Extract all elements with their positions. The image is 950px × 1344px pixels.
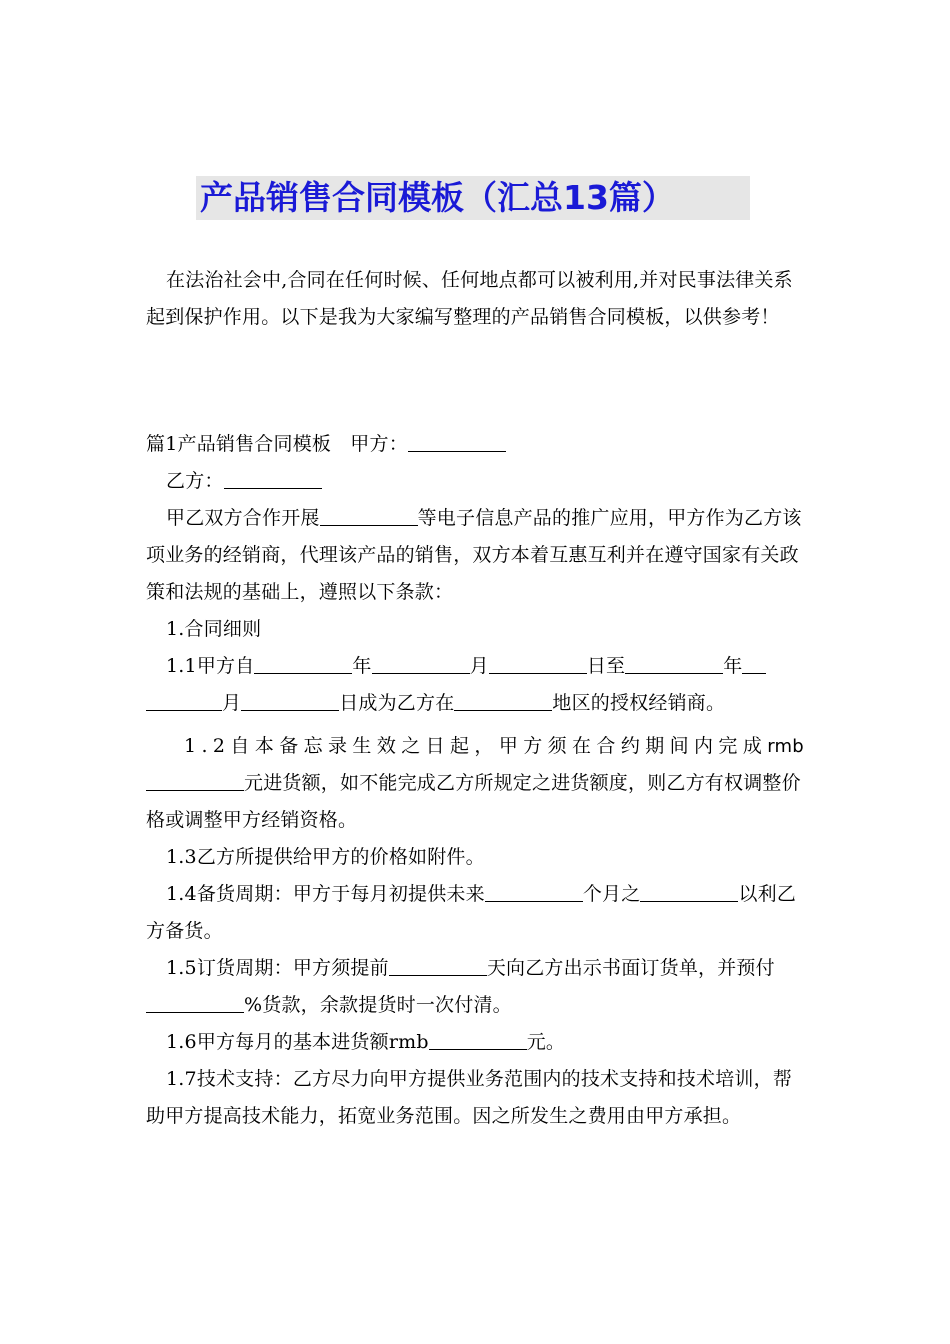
text-span: 元。: [526, 1031, 566, 1053]
text-span: 月: [469, 655, 489, 677]
blank-line: [254, 651, 352, 674]
party-b-line: [146, 463, 806, 500]
text-span: 等电子信息产品的推广应用，甲方作为乙方该项业务的经销商，代理该产品的销售，双方本着互惠互利并在遵守国家有关政策和法规的基础上，遵照以下条款：: [146, 507, 802, 603]
text-span: %货款，余款提货时一次付清。: [244, 994, 512, 1016]
clause-1-7: 1.7技术支持：乙方尽力向甲方提供业务范围内的技术支持和技术培训，帮助甲方提高技术能力，拓宽业务范围。因之所发生之费用由甲方承担。: [146, 1068, 793, 1127]
text-span: 日至: [586, 655, 626, 677]
text-span: 天向乙方出示书面订货单，并预付: [486, 957, 775, 979]
text-span: 地区的授权经销商。: [552, 692, 726, 714]
clause-1-6: [146, 1024, 806, 1061]
blank-line: [742, 651, 766, 674]
blank-line: [320, 503, 418, 526]
clause-1-2: [146, 728, 806, 839]
blank-line: [454, 688, 552, 711]
text-span: 甲乙双方合作开展: [166, 507, 320, 529]
party-a-label: 甲方：: [350, 433, 408, 455]
blank-line: [489, 651, 587, 674]
blank-line: [224, 466, 322, 489]
section-heading: 篇1产品销售合同模板: [146, 433, 332, 455]
blank-line: [146, 990, 244, 1013]
title-highlight: [196, 176, 750, 220]
blank-line: [146, 768, 244, 791]
blank-line: [640, 879, 738, 902]
blank-line: [241, 688, 339, 711]
blank-line: [372, 651, 470, 674]
blank-line: [389, 953, 487, 976]
clause-1-3: 1.3乙方所提供给甲方的价格如附件。: [166, 846, 485, 868]
clause-1-5: [146, 950, 806, 1024]
blank-line: [408, 429, 506, 452]
section-heading-line: [146, 426, 806, 463]
clause-1: 1.合同细则: [166, 618, 262, 640]
party-b-label: 乙方：: [166, 470, 224, 492]
text-span: 1.6甲方每月的基本进货额rmb: [166, 1031, 429, 1053]
text-span: 月: [222, 692, 242, 714]
clause-1-4: [146, 876, 806, 950]
text-span: 1.5订货周期：甲方须提前: [166, 957, 389, 979]
intro-paragraph: 在法治社会中,合同在任何时候、任何地点都可以被利用,并对民事法律关系起到保护作用。以下是我为大家编写整理的产品销售合同模板，以供参考！: [146, 269, 793, 328]
paragraph-intro-terms: [146, 500, 806, 611]
text-span: 以利乙方备货。: [146, 883, 797, 942]
text-span: 1.2自本备忘录生效之日起，甲方须在合约期间内完成: [184, 735, 768, 757]
text-span: 1.4备货周期：甲方于每月初提供未来: [166, 883, 485, 905]
text-span: 年: [723, 655, 743, 677]
text-span: 1.1甲方自: [166, 655, 255, 677]
clause-1-1: [146, 648, 806, 722]
text-span: 元进货额，如不能完成乙方所规定之进货额度，则乙方有权调整价格或调整甲方经销资格。: [146, 772, 801, 831]
text-span: 日成为乙方在: [339, 692, 455, 714]
text-span: 年: [352, 655, 372, 677]
blank-line: [429, 1027, 527, 1050]
text-span: rmb: [767, 736, 804, 757]
document-title: 产品销售合同模板（汇总13篇）: [200, 178, 675, 217]
blank-line: [485, 879, 583, 902]
blank-line: [625, 651, 723, 674]
spacer: [146, 336, 806, 426]
blank-line: [146, 688, 222, 711]
text-span: 个月之: [582, 883, 641, 905]
document-body: [146, 262, 806, 1135]
